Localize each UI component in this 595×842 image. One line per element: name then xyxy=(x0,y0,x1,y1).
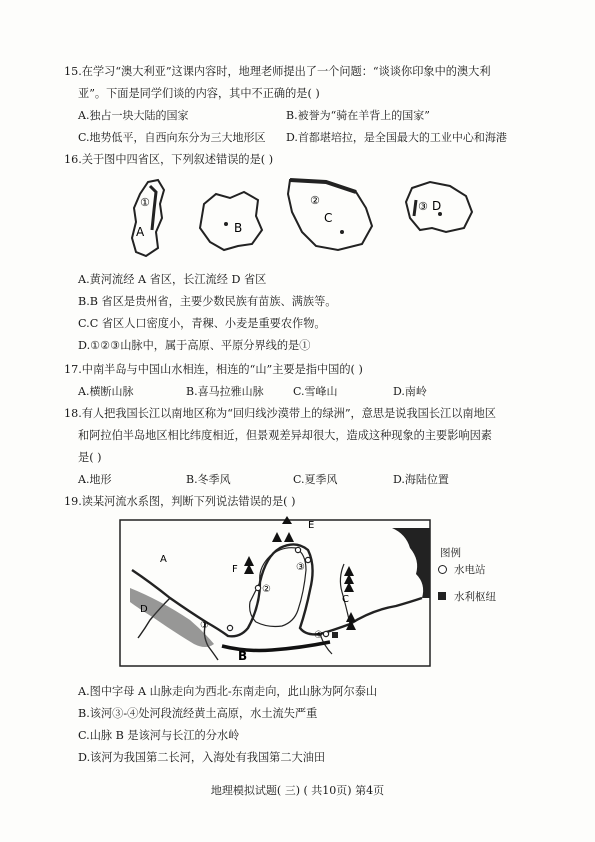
q17-option-b[interactable]: B.喜马拉雅山脉 xyxy=(186,385,264,398)
q16-option-d[interactable]: D.①②③山脉中，属于高原、平原分界线的是① xyxy=(78,339,311,352)
q18-option-d[interactable]: D.海陆位置 xyxy=(393,473,449,486)
q19-label-f: F xyxy=(232,564,238,575)
q17-option-d[interactable]: D.南岭 xyxy=(393,385,427,398)
q19-stem: 19.读某河流水系图，判断下列说法错误的是( ) xyxy=(64,495,296,508)
q15-option-b[interactable]: B.被誉为“骑在羊背上的国家” xyxy=(286,109,430,122)
sea-area xyxy=(392,528,430,598)
q19-option-c[interactable]: C.山脉 B 是该河与长江的分水岭 xyxy=(78,729,240,742)
legend-hub-icon xyxy=(438,592,446,600)
q16-province-maps xyxy=(120,170,480,270)
q19-river-system-map xyxy=(110,510,440,670)
q17-option-c[interactable]: C.雪峰山 xyxy=(293,385,338,398)
province-c-map xyxy=(288,180,372,250)
q19-label-b: B xyxy=(238,649,248,663)
q16-label-b: B xyxy=(234,221,243,235)
q17-option-a[interactable]: A.横断山脉 xyxy=(78,385,134,398)
legend-hub-label: 水利枢纽 xyxy=(454,591,496,603)
q16-label-a: A xyxy=(136,225,145,239)
legend-hydropower-icon xyxy=(438,565,447,574)
province-b-map xyxy=(200,192,262,250)
legend-title: 图例 xyxy=(440,547,461,559)
q15-option-c[interactable]: C.地势低平，自西向东分为三大地形区 xyxy=(78,131,266,144)
q16-label-2: ② xyxy=(310,194,320,207)
legend-hydropower-label: 水电站 xyxy=(454,564,486,576)
q19-label-4: ④ xyxy=(314,630,323,641)
province-a-map xyxy=(132,180,164,256)
q19-option-b[interactable]: B.该河③-④处河段流经黄土高原，水土流失严重 xyxy=(78,707,318,720)
q19-label-3: ③ xyxy=(296,562,305,573)
q19-label-1: ① xyxy=(200,620,209,631)
province-d-map xyxy=(406,182,472,232)
q18-option-c[interactable]: C.夏季风 xyxy=(293,473,338,486)
q16-stem: 16.关于图中四省区，下列叙述错误的是( ) xyxy=(64,153,274,166)
q15-option-d[interactable]: D.首都堪培拉，是全国最大的工业中心和海港 xyxy=(286,131,507,144)
q19-label-c: C xyxy=(342,594,349,605)
q18-stem-line2: 和阿拉伯半岛地区相比纬度相近，但景观差异却很大，造成这种现象的主要影响因素 xyxy=(78,429,492,442)
q16-option-a[interactable]: A.黄河流经 A 省区，长江流经 D 省区 xyxy=(78,273,267,286)
q16-label-c: C xyxy=(324,211,333,225)
q16-label-d: D xyxy=(432,199,442,213)
q18-option-a[interactable]: A.地形 xyxy=(78,473,112,486)
q18-option-b[interactable]: B.冬季风 xyxy=(186,473,231,486)
q19-label-a: A xyxy=(160,554,167,565)
q16-label-3: ③ xyxy=(418,200,428,213)
water-conservancy-hub xyxy=(332,632,338,638)
q19-label-d: D xyxy=(140,604,148,615)
q19-option-a[interactable]: A.图中字母 A 山脉走向为西北-东南走向，此山脉为阿尔泰山 xyxy=(78,685,378,698)
q19-label-2: ② xyxy=(262,584,271,595)
hydropower-stations xyxy=(227,547,328,636)
q19-option-d[interactable]: D.该河为我国第二长河，入海处有我国第二大油田 xyxy=(78,751,326,764)
q15-stem-line1: 15.在学习“澳大利亚”这课内容时，地理老师提出了一个问题：“谈谈你印象中的澳大利 xyxy=(64,65,491,78)
q17-stem: 17.中南半岛与中国山水相连，相连的“山”主要是指中国的( ) xyxy=(64,363,363,376)
q16-option-b[interactable]: B.B 省区是贵州省，主要少数民族有苗族、满族等。 xyxy=(78,295,337,308)
q19-label-e: E xyxy=(308,520,315,531)
q15-stem-line2: 亚”。下面是同学们谈的内容，其中不正确的是( ) xyxy=(78,87,320,100)
q18-stem-line1: 18.有人把我国长江以南地区称为“回归线沙漠带上的绿洲”，意思是说我国长江以南地区 xyxy=(64,407,496,420)
q18-stem-line3: 是( ) xyxy=(78,451,102,464)
page-footer: 地理模拟试题( 三) ( 共10页) 第4页 xyxy=(210,784,385,797)
q16-label-1: ① xyxy=(140,196,150,209)
q16-option-c[interactable]: C.C 省区人口密度小，青稞、小麦是重要农作物。 xyxy=(78,317,326,330)
q15-option-a[interactable]: A.独占一块大陆的国家 xyxy=(78,109,189,122)
